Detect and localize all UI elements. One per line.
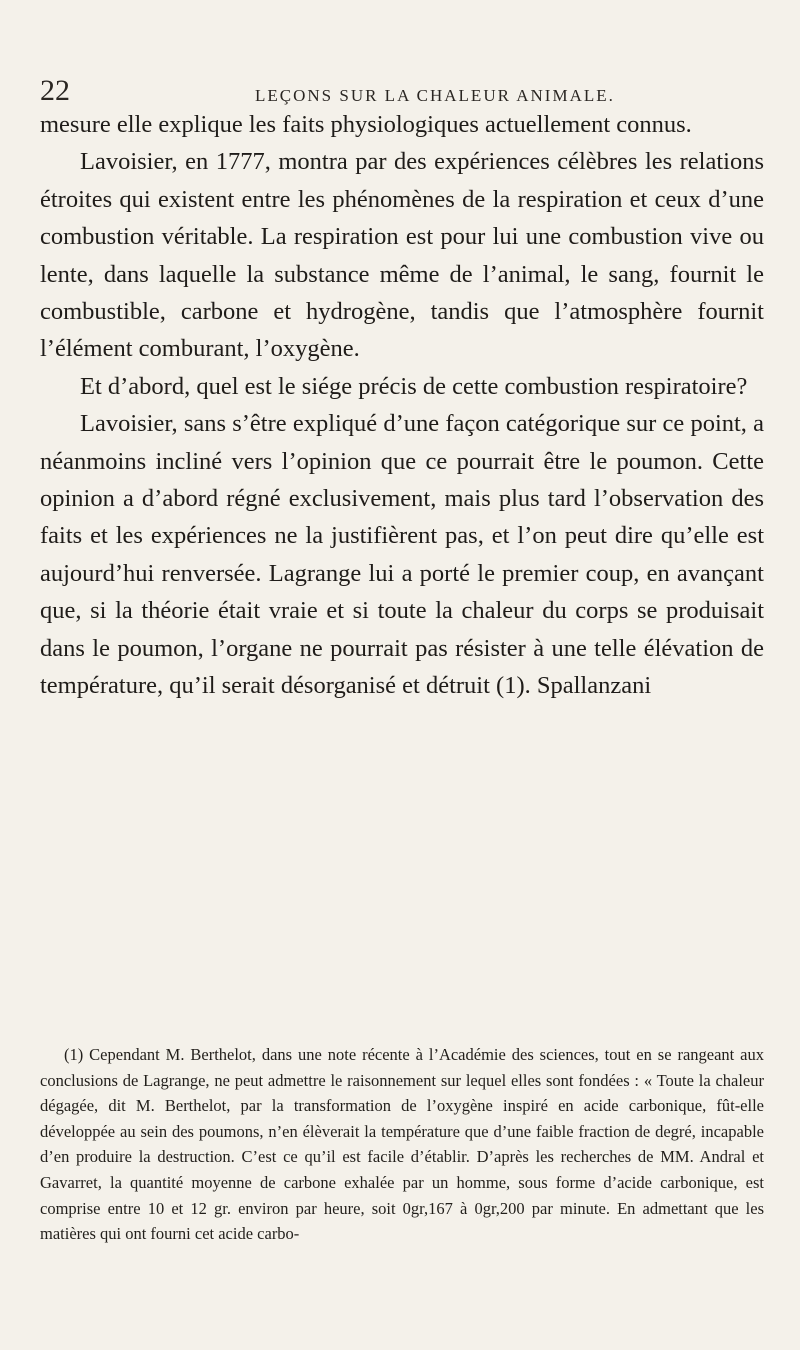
footnote	[40, 1042, 764, 1247]
main-text	[40, 106, 764, 705]
paragraph: mesure elle explique les faits physiologiques actuellement connus.	[40, 111, 692, 138]
paragraph: Et d’abord, quel est le siége précis de cette combustion respiratoire?	[80, 372, 748, 400]
footnote-text: (1) Cependant M. Berthelot, dans une note récente à l’Académie des sciences, tout en se rangeant aux conclusions de Lagrange, ne peut admettre le raisonnement sur lequel elles sont fondées : « Toute la chaleur dégagée, dit M. Berthelot, par la transformation de l’oxygène inspiré en acide carbonique, fût-elle développée au sein des poumons, n’en élèverait la température que d’une faible fraction de degré, incapable d’en produire la destruction. C’est ce qu’il est facile d’établir. D’après les recherches de MM. Andral et Gavarret, la quantité moyenne de carbone exhalée par un homme, sous forme d’acide carbonique, est comprise entre 10 et 12 gr. environ par heure, soit 0gr,167 à 0gr,200 par minute. En admettant que les matières qui ont fourni cet acide carbo-	[40, 1045, 764, 1244]
paragraph: Lavoisier, en 1777, montra par des expériences célèbres les relations étroites qui existent entre les phénomènes de la respiration et ceux d’une combustion véritable. La respiration est pour lui une combustion vive ou lente, dans laquelle la substance même de l’animal, le sang, fournit le combustible, carbone et hydrogène, tandis que l’atmosphère fournit l’élément comburant, l’oxygène.	[40, 148, 764, 363]
paragraph: Lavoisier, sans s’être expliqué d’une façon catégorique sur ce point, a néanmoins incliné vers l’opinion que ce pourrait être le poumon. Cette opinion a d’abord régné exclusivement, mais plus tard l’observation des faits et les expériences ne la justifièrent pas, et l’on peut dire qu’elle est aujourd’hui renversée. Lagrange lui a porté le premier coup, en avançant que, si la théorie était vraie et si toute la chaleur du corps se produisait dans le poumon, l’organe ne pourrait pas résister à une telle élévation de température, qu’il serait désorganisé et détruit (1). Spallanzani	[40, 410, 764, 700]
page-number: 22	[40, 74, 70, 107]
running-head: LEÇONS SUR LA CHALEUR ANIMALE.	[255, 86, 615, 105]
